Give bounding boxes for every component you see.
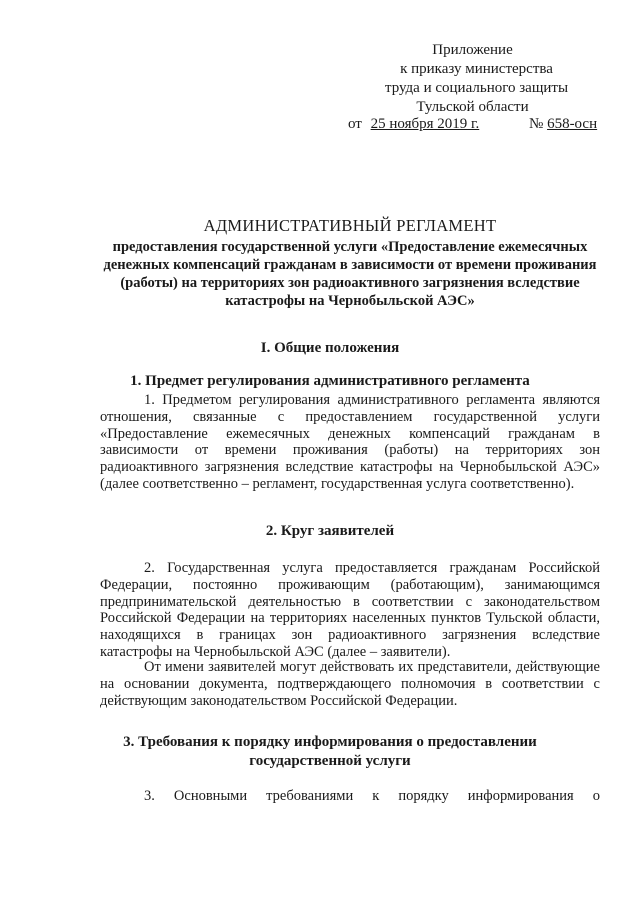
- section-2-title: 2. Круг заявителей: [265, 523, 395, 539]
- order-number: 658-осн: [547, 116, 598, 132]
- section-3-title-line-1: 3. Требования к порядку информирования о предоставлении: [123, 734, 537, 750]
- document-header: [100, 216, 600, 310]
- document-title: АДМИНИСТРАТИВНЫЙ РЕГЛАМЕНТ: [203, 216, 497, 235]
- section-3-title-line-2: государственной услуги: [249, 753, 411, 769]
- approval-line-2: к приказу министерства: [400, 61, 553, 77]
- section-1-title: 1. Предмет регулирования административного регламента: [130, 373, 530, 389]
- order-date: 25 ноября 2019 г.: [370, 116, 480, 132]
- section-2-paragraph-1: 2. Государственная услуга предоставляется гражданам Российской Федерации, постоянно проживающим (работающим), занимающимся предпринимательской деятельностью в соответствии с законодательством Российской Федерации на территориях населенных пунктов Тульской области, находящихся в границах зон радиоактивного загрязнения вследствие катастрофы на Чернобыльской АЭС (далее – заявители).: [100, 560, 600, 660]
- approval-line-3: труда и социального защиты: [384, 80, 569, 96]
- approval-line-1: Приложение: [432, 42, 513, 58]
- section-3-title: [60, 733, 600, 771]
- chapter-1-title: I. Общие положения: [260, 340, 400, 356]
- order-reference: [348, 116, 597, 133]
- section-1-paragraph: 1. Предметом регулирования административного регламента являются отношения, связанные с предоставлением государственной услуги «Предоставление ежемесячных денежных компенсаций гражданам в зависимости от времени проживания (работы) на территориях зон радиоактивного загрязнения вследствие катастрофы на Чернобыльской АЭС» (далее соответственно – регламент, государственная услуга соответственно).: [100, 392, 600, 492]
- approval-line-4: Тульской области: [416, 99, 529, 115]
- order-number-label: №: [529, 116, 544, 132]
- approval-stamp: [345, 41, 600, 117]
- document-subtitle: предоставления государственной услуги «Предоставление ежемесячных денежных компенсаций гражданам в зависимости от времени проживания (работы) на территориях зон радиоактивного загрязнения вследствие катастрофы на Чернобыльской АЭС»: [103, 239, 597, 309]
- section-3-paragraph: 3. Основными требованиями к порядку информирования о: [144, 788, 600, 804]
- section-2-paragraph-2: От имени заявителей могут действовать их представители, действующие на основании документа, подтверждающего полномочия в соответствии с действующим законодательством Российской Федерации.: [100, 659, 600, 709]
- order-from-label: от: [348, 116, 362, 132]
